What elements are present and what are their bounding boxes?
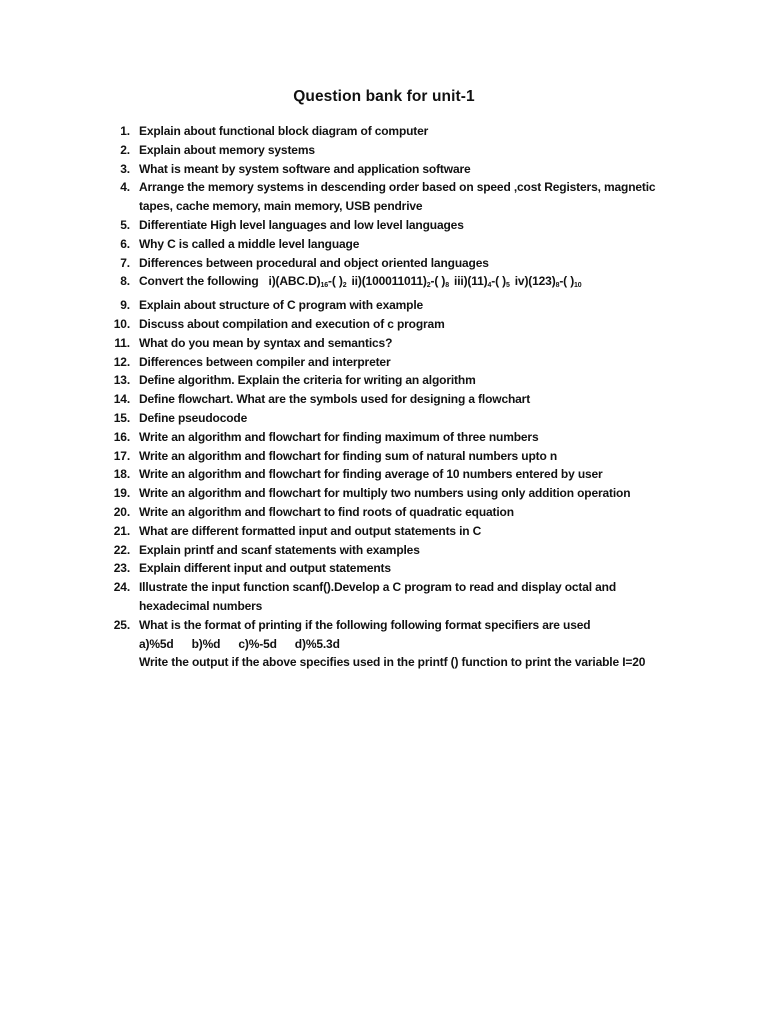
question-text-line: Arrange the memory systems in descending order based on speed ,cost Registers, magnetic <box>139 180 656 195</box>
question-item <box>104 160 704 179</box>
question-text: Explain about structure of C program with example <box>139 298 424 313</box>
question-item <box>104 578 704 616</box>
question-item <box>104 334 704 353</box>
question-number: 24. <box>113 580 130 595</box>
conversion-value: ii)(100011011) <box>351 274 427 289</box>
question-number: 7. <box>120 255 130 270</box>
question-number: 25. <box>113 617 130 632</box>
conversion-base: 16 <box>320 282 328 290</box>
question-text: Write an algorithm and flowchart for finding average of 10 numbers entered by user <box>139 467 603 482</box>
question-number: 17. <box>113 448 130 463</box>
question-item <box>104 522 704 541</box>
question-item <box>104 178 704 216</box>
question-number: 8. <box>120 274 130 289</box>
question-text: What is meant by system software and application software <box>139 161 471 176</box>
question-item <box>104 122 704 141</box>
question-number: 16. <box>113 429 130 444</box>
question-item <box>104 409 704 428</box>
question-item <box>104 371 704 390</box>
question-text: Why C is called a middle level language <box>139 236 360 251</box>
question-item <box>104 254 704 273</box>
question-text: Define pseudocode <box>139 410 248 425</box>
conversion-arrow: -( ) <box>491 274 506 289</box>
conversion-lead: Convert the following <box>139 274 259 289</box>
question-list <box>104 122 704 672</box>
question-number: 21. <box>113 523 130 538</box>
question-number: 14. <box>113 392 130 407</box>
question-item <box>104 272 704 296</box>
question-text: Differences between procedural and object oriented languages <box>139 255 489 270</box>
conversion-base: 4 <box>487 282 492 290</box>
question-number: 4. <box>120 180 130 195</box>
conversion-item <box>351 274 449 288</box>
question-number: 10. <box>113 316 130 331</box>
question-number: 12. <box>113 354 130 369</box>
question-text: Explain different input and output statements <box>139 561 391 576</box>
question-text: What are different formatted input and output statements in C <box>139 523 482 538</box>
format-options <box>139 635 704 654</box>
question-text-line: Write the output if the above specifies used in the printf () function to print the variable I=20 <box>139 655 646 670</box>
question-text: Differences between compiler and interpreter <box>139 354 391 369</box>
question-number: 19. <box>113 486 130 501</box>
question-text: Explain about functional block diagram of computer <box>139 124 429 138</box>
question-text-line: hexadecimal numbers <box>139 598 263 613</box>
question-text: Differentiate High level languages and low level languages <box>139 217 464 232</box>
question-number: 9. <box>120 298 130 313</box>
conversion-arrow: -( ) <box>430 274 446 289</box>
question-number: 18. <box>113 467 130 482</box>
question-item <box>104 235 704 254</box>
question-text <box>139 272 704 296</box>
question-item <box>104 484 704 503</box>
conversion-target: 10 <box>574 282 582 290</box>
question-text: Define flowchart. What are the symbols used for designing a flowchart <box>139 392 531 407</box>
question-text: Write an algorithm and flowchart for multiply two numbers using only addition operation <box>139 486 631 501</box>
conversion-item <box>269 274 347 288</box>
question-item <box>104 541 704 560</box>
format-option: b)%d <box>191 636 221 651</box>
question-item <box>104 559 704 578</box>
question-number: 2. <box>120 142 130 157</box>
question-text <box>139 616 704 672</box>
conversion-base: 8 <box>555 282 560 290</box>
question-number: 3. <box>120 161 130 176</box>
question-number: 23. <box>113 561 130 576</box>
format-option: c)%-5d <box>238 636 277 651</box>
question-item <box>104 296 704 315</box>
question-number: 11. <box>114 335 130 350</box>
question-text-line: Illustrate the input function scanf().Develop a C program to read and display octal and <box>139 580 617 595</box>
question-number: 13. <box>113 373 130 388</box>
question-item <box>104 465 704 484</box>
question-number: 1. <box>120 124 130 138</box>
conversion-arrow: -( ) <box>559 274 575 289</box>
format-option: d)%5.3d <box>294 636 340 651</box>
conversion-target: 8 <box>445 282 450 290</box>
question-text: Discuss about compilation and execution of c program <box>139 316 445 331</box>
question-text: Write an algorithm and flowchart for finding maximum of three numbers <box>139 429 539 444</box>
question-number: 22. <box>113 542 130 557</box>
conversion-target: 2 <box>342 282 347 290</box>
question-text: Define algorithm. Explain the criteria for writing an algorithm <box>139 373 476 388</box>
conversion-value: iv)(123) <box>514 274 556 289</box>
question-text: Explain printf and scanf statements with examples <box>139 542 420 557</box>
question-text: Write an algorithm and flowchart to find roots of quadratic equation <box>139 504 514 519</box>
conversion-item <box>515 274 582 288</box>
question-text: Write an algorithm and flowchart for finding sum of natural numbers upto n <box>139 448 558 463</box>
question-item <box>104 216 704 235</box>
question-item <box>104 315 704 334</box>
question-item <box>104 428 704 447</box>
conversion-item <box>454 274 510 288</box>
format-option: a)%5d <box>139 636 174 651</box>
conversion-base: 2 <box>426 282 431 290</box>
question-item <box>104 503 704 522</box>
conversion-arrow: -( ) <box>328 274 343 289</box>
question-text: What do you mean by syntax and semantics? <box>139 335 393 350</box>
question-text <box>139 578 704 616</box>
question-item <box>104 390 704 409</box>
question-number: 15. <box>113 410 130 425</box>
document-title: Question bank for unit-1 <box>293 88 475 105</box>
question-item <box>104 616 704 672</box>
question-item <box>104 447 704 466</box>
question-item <box>104 141 704 160</box>
question-number: 20. <box>113 504 130 519</box>
conversion-target: 5 <box>505 282 510 290</box>
question-item <box>104 353 704 372</box>
question-text: Explain about memory systems <box>139 142 315 157</box>
conversion-value: i)(ABC.D) <box>268 274 321 289</box>
question-number: 5. <box>120 217 130 232</box>
question-text <box>139 178 704 216</box>
question-number: 6. <box>120 236 130 251</box>
question-text-line: What is the format of printing if the following following format specifiers are used <box>139 617 591 632</box>
question-text-line: tapes, cache memory, main memory, USB pendrive <box>139 199 423 214</box>
conversion-value: iii)(11) <box>454 274 488 289</box>
